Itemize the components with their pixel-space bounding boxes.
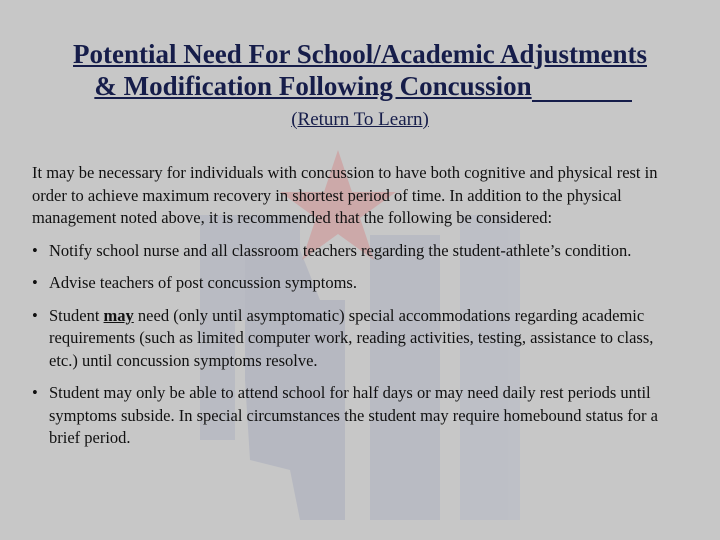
recommendations-list <box>32 240 682 450</box>
page-subtitle: (Return To Learn) <box>291 109 429 130</box>
body-text <box>32 162 682 460</box>
list-item-text: Notify school nurse and all classroom teachers regarding the student-athlete’s condition. <box>49 240 632 260</box>
page-title-line2-text: & Modification Following Concussion <box>94 71 532 101</box>
list-item <box>32 240 682 263</box>
page-title-line2 <box>0 70 720 102</box>
list-item-text: Advise teachers of post concussion symptoms. <box>49 273 357 292</box>
list-item-text-post: need (only until asymptomatic) special accommodations regarding academic requirements (such as limited computer work, reading activities, testing, assistance to class, etc.) until concussion symptoms resolve. <box>49 305 654 370</box>
title-underline-trail <box>532 76 632 102</box>
page-title-line1: Potential Need For School/Academic Adjustments <box>73 39 647 69</box>
list-item-text-pre: Student <box>49 305 104 325</box>
list-item <box>32 382 682 450</box>
intro-paragraph: It may be necessary for individuals with concussion to have both cognitive and physical rest in order to achieve maximum recovery in shortest period of time. In addition to the physical management noted above, it is recommended that the following be considered: <box>32 163 658 227</box>
emphasis-may: may <box>103 305 134 325</box>
list-item <box>32 272 682 295</box>
bullet-icon: • <box>32 305 38 325</box>
list-item <box>32 305 682 373</box>
bullet-icon: • <box>32 273 38 292</box>
bullet-icon: • <box>32 383 38 402</box>
bullet-icon: • <box>32 240 38 260</box>
list-item-text: Student may only be able to attend school for half days or may need daily rest periods until symptoms subside. In special circumstances the student may require homebound status for a brief period. <box>49 383 658 447</box>
title-block <box>0 38 720 132</box>
